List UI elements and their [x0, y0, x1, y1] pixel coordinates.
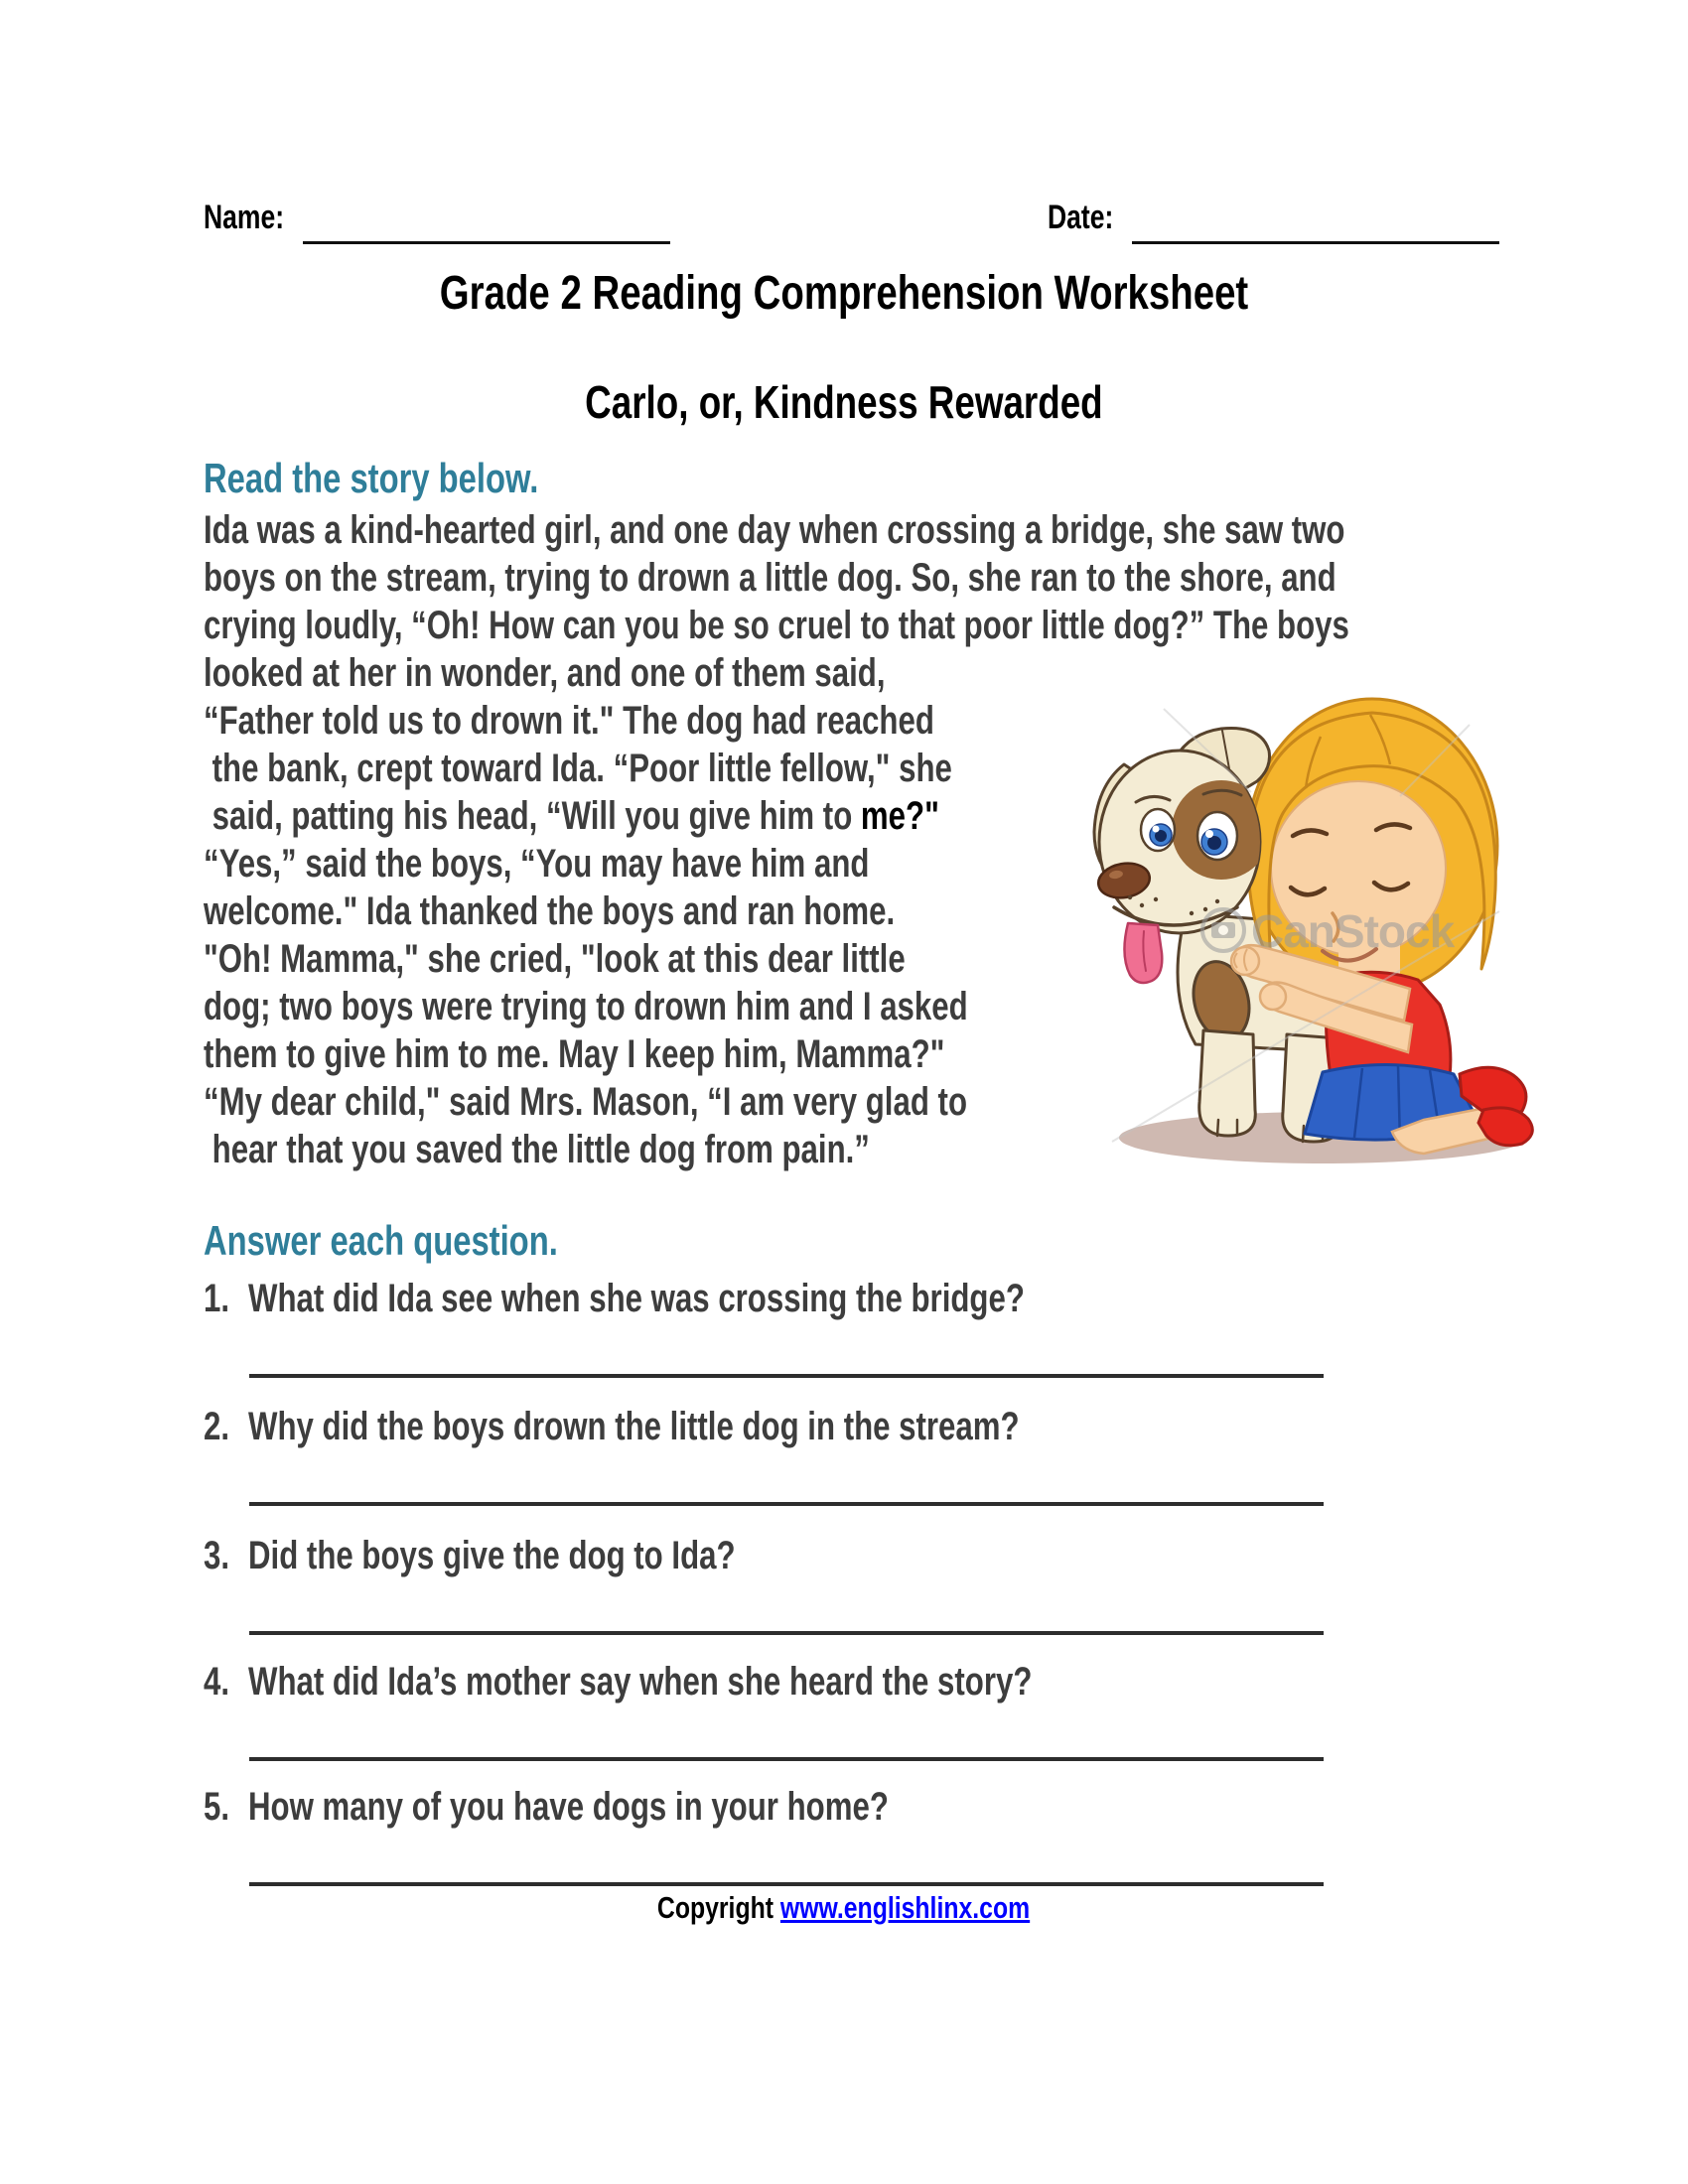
- answer-instruction-heading: Answer each question.: [204, 1217, 558, 1264]
- story-title: Carlo, or, Kindness Rewarded: [585, 376, 1103, 428]
- story-line: “Father told us to drown it." The dog had reached: [204, 699, 934, 743]
- name-blank-line[interactable]: [303, 241, 670, 244]
- date-label: Date:: [1048, 199, 1114, 236]
- question-number: 1.: [204, 1277, 230, 1320]
- story-line: the bank, crept toward Ida. “Poor little fellow," she: [204, 747, 952, 790]
- story-line: looked at her in wonder, and one of them said,: [204, 651, 886, 695]
- question-text: Why did the boys drown the little dog in the stream?: [248, 1405, 1020, 1448]
- story-line: boys on the stream, trying to drown a little dog. So, she ran to the shore, and: [204, 556, 1336, 600]
- story-line: welcome." Ida thanked the boys and ran home.: [204, 889, 896, 933]
- question-number: 4.: [204, 1660, 230, 1704]
- story-line: “My dear child," said Mrs. Mason, “I am very glad to: [204, 1080, 968, 1124]
- answer-blank-line[interactable]: [249, 1757, 1324, 1761]
- read-instruction-heading: Read the story below.: [204, 455, 539, 501]
- answer-blank-line[interactable]: [249, 1374, 1324, 1378]
- story-line: Ida was a kind-hearted girl, and one day when crossing a bridge, she saw two: [204, 508, 1345, 552]
- copyright-link[interactable]: www.englishlinx.com: [780, 1890, 1031, 1925]
- page-title: Grade 2 Reading Comprehension Worksheet: [439, 267, 1249, 320]
- question-text: What did Ida see when she was crossing the bridge?: [248, 1277, 1025, 1320]
- question-number: 3.: [204, 1534, 230, 1577]
- copyright-label: Copyright: [657, 1890, 781, 1925]
- watermark-text: CanStock: [1251, 905, 1455, 957]
- story-line: them to give him to me. May I keep him, Mamma?": [204, 1032, 945, 1076]
- story-line: dog; two boys were trying to drown him and I asked: [204, 985, 968, 1028]
- question-text: What did Ida’s mother say when she heard the story?: [248, 1660, 1033, 1704]
- story-line: "Oh! Mamma," she cried, "look at this dear little: [204, 937, 906, 981]
- story-line: said, patting his head, “Will you give him to me?": [204, 794, 939, 838]
- date-blank-line[interactable]: [1132, 241, 1499, 244]
- story-line: crying loudly, “Oh! How can you be so cruel to that poor little dog?” The boys: [204, 604, 1349, 647]
- question-item: [204, 1277, 1445, 1386]
- question-item: [204, 1660, 1445, 1769]
- story-line: “Yes,” said the boys, “You may have him and: [204, 842, 870, 886]
- answer-blank-line[interactable]: [249, 1882, 1324, 1886]
- question-number: 5.: [204, 1785, 230, 1829]
- answer-blank-line[interactable]: [249, 1502, 1324, 1506]
- question-number: 2.: [204, 1405, 230, 1448]
- question-item: [204, 1405, 1445, 1514]
- story-line: hear that you saved the little dog from pain.”: [204, 1128, 870, 1171]
- question-text: How many of you have dogs in your home?: [248, 1785, 889, 1829]
- question-item: [204, 1534, 1445, 1643]
- question-item: [204, 1785, 1445, 1894]
- footer: [0, 1890, 1688, 1926]
- girl-hugging-dog-illustration: [1072, 685, 1549, 1181]
- name-label: Name:: [204, 199, 285, 236]
- answer-blank-line[interactable]: [249, 1631, 1324, 1635]
- question-text: Did the boys give the dog to Ida?: [248, 1534, 736, 1577]
